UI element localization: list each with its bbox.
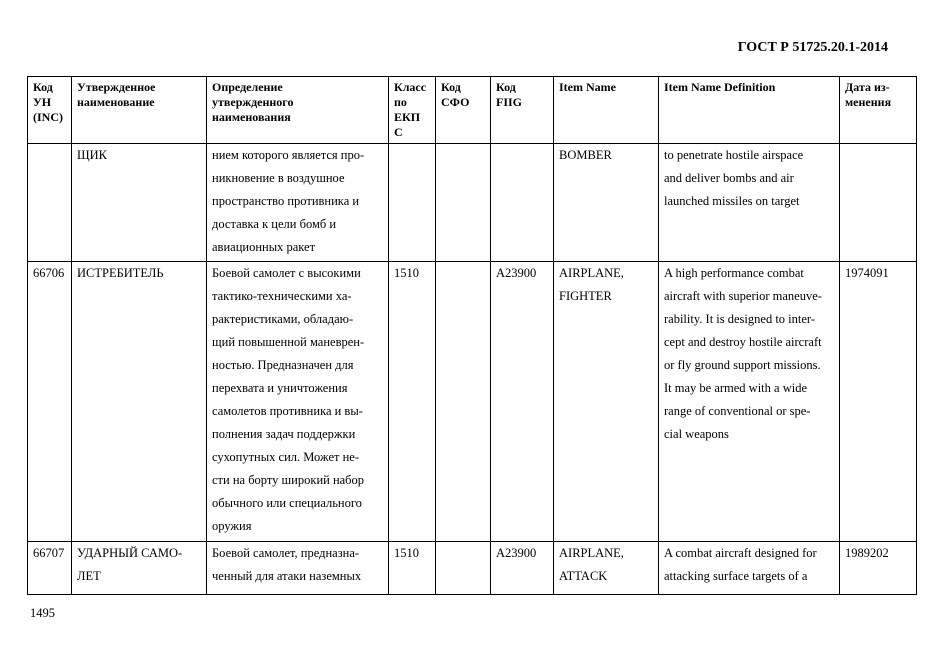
- cell-class: 1510: [389, 262, 436, 542]
- table-row: [28, 542, 917, 595]
- cell-item-name: AIRPLANE, FIGHTER: [554, 262, 659, 542]
- cell-item-name: AIRPLANE, ATTACK: [554, 542, 659, 595]
- cell-item-definition: A high performance combat aircraft with superior maneuve- rability. It is designed to inter- cept and destroy hostile aircraft or fly ground support missions. It may be armed with a wide range of conventional or spe- cial weapons: [659, 262, 840, 542]
- page-number: 1495: [30, 606, 55, 620]
- cell-change-date: 1989202: [840, 542, 917, 595]
- cell-name: ИСТРЕБИТЕЛЬ: [72, 262, 207, 542]
- cell-sfo: [436, 262, 491, 542]
- cell-sfo: [436, 144, 491, 262]
- cell-sfo: [436, 542, 491, 595]
- cell-code: [28, 144, 72, 262]
- classification-table: [27, 76, 917, 595]
- header-definition: Определение утвержденного наименования: [207, 77, 389, 144]
- cell-item-definition: to penetrate hostile airspace and deliver bombs and air launched missiles on target: [659, 144, 840, 262]
- table-row: [28, 262, 917, 542]
- header-item-name-definition: Item Name Definition: [659, 77, 840, 144]
- cell-definition: Боевой самолет с высокими тактико-техническими ха- рактеристиками, обладаю- щий повышенной маневрен- ностью. Предназначен для перехвата и уничтожения самолетов противника и вы- полнения задач поддержки сухопутных сил. Может не- сти на борту широкий набор обычного или специального оружия: [207, 262, 389, 542]
- cell-change-date: 1974091: [840, 262, 917, 542]
- document-code: ГОСТ Р 51725.20.1-2014: [737, 40, 888, 55]
- header-code: Код УН (INC): [28, 77, 72, 144]
- table-row: [28, 144, 917, 262]
- cell-code: 66707: [28, 542, 72, 595]
- cell-change-date: [840, 144, 917, 262]
- cell-fiig: A23900: [491, 262, 554, 542]
- header-approved-name: Утвержденное наименование: [72, 77, 207, 144]
- cell-item-definition: A combat aircraft designed for attacking surface targets of a: [659, 542, 840, 595]
- cell-code: 66706: [28, 262, 72, 542]
- cell-item-name: BOMBER: [554, 144, 659, 262]
- cell-class: [389, 144, 436, 262]
- header-change-date: Дата из- менения: [840, 77, 917, 144]
- cell-class: 1510: [389, 542, 436, 595]
- cell-definition: Боевой самолет, предназна- ченный для атаки наземных: [207, 542, 389, 595]
- header-class: Класс по ЕКП С: [389, 77, 436, 144]
- cell-fiig: [491, 144, 554, 262]
- header-row: [28, 77, 917, 144]
- cell-name: УДАРНЫЙ САМО- ЛЕТ: [72, 542, 207, 595]
- header-sfo-code: Код СФО: [436, 77, 491, 144]
- header-fiig-code: Код FIIG: [491, 77, 554, 144]
- cell-name: ЩИК: [72, 144, 207, 262]
- cell-definition: нием которого является про- никновение в воздушное пространство противника и доставка к цели бомб и авиационных ракет: [207, 144, 389, 262]
- header-item-name: Item Name: [554, 77, 659, 144]
- cell-fiig: A23900: [491, 542, 554, 595]
